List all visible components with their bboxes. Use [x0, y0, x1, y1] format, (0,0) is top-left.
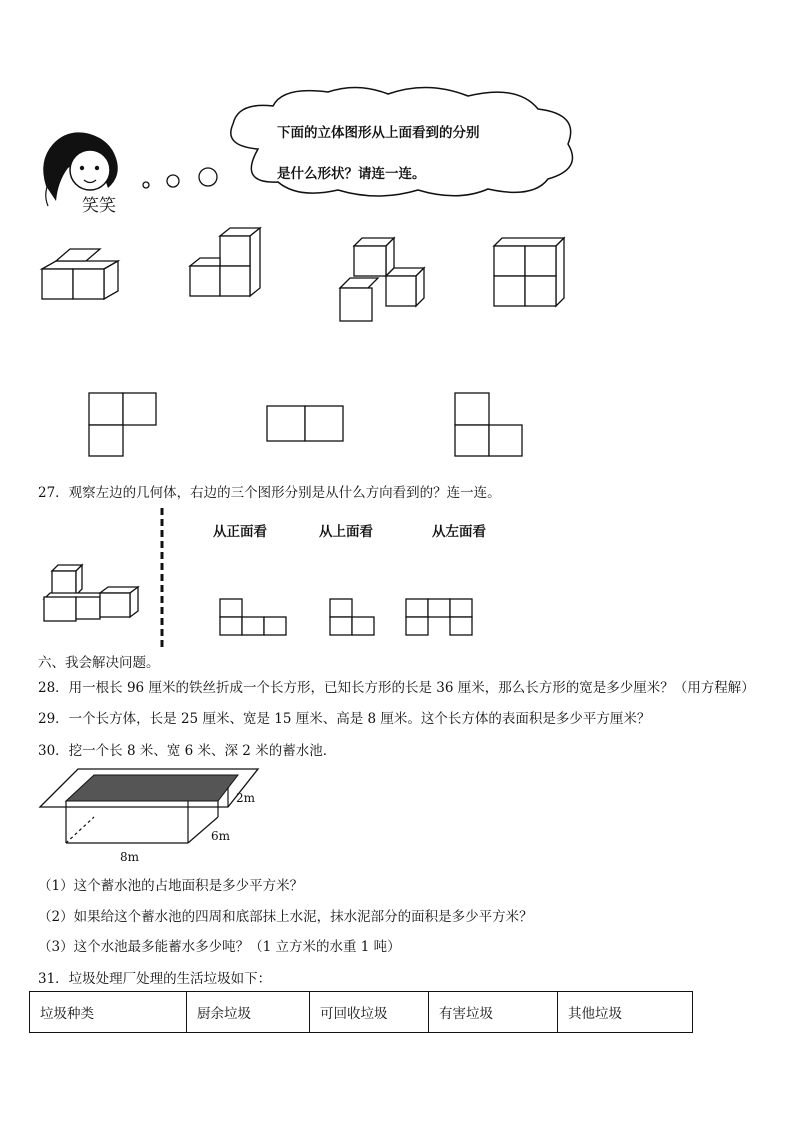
view-answer-3 — [405, 598, 475, 636]
view-answer-1 — [219, 598, 289, 636]
question-30-sub3: （3）这个水池最多能蓄水多少吨？（1 立方米的水重 1 吨） — [38, 939, 401, 955]
table-row — [30, 992, 693, 1033]
table-cell: 有害垃圾 — [429, 992, 558, 1033]
pool-diagram — [38, 765, 263, 863]
view-answer-2 — [329, 598, 377, 636]
section-6-title: 六、我会解决问题。 — [38, 655, 160, 671]
table-cell: 厨余垃圾 — [187, 992, 310, 1033]
solid-figure-4 — [492, 236, 568, 308]
solid-figure-3 — [338, 236, 430, 326]
question-30-sub2: （2）如果给这个蓄水池的四周和底部抹上水泥，抹水泥部分的面积是多少平方米？ — [38, 909, 533, 925]
table-cell: 垃圾种类 — [30, 992, 187, 1033]
character-label: 笑笑 — [82, 196, 116, 216]
dashed-divider — [160, 508, 164, 650]
pool-width-label: 6m — [211, 829, 231, 843]
top-view-shape-2 — [266, 405, 346, 443]
thought-bubble-dots — [138, 163, 223, 198]
view-label-left: 从左面看 — [432, 524, 486, 540]
question-31: 31．垃圾处理厂处理的生活垃圾如下： — [38, 971, 272, 987]
pool-height-label: 2m — [236, 791, 256, 805]
view-label-top: 从上面看 — [319, 524, 373, 540]
garbage-table — [29, 991, 693, 1033]
question-29: 29．一个长方体，长是 25 厘米、宽是 15 厘米、高是 8 厘米。这个长方体的表面积是多少平方厘米？ — [38, 711, 651, 727]
question-30-sub1: （1）这个蓄水池的占地面积是多少平方米？ — [38, 878, 304, 894]
pool-length-label: 8m — [120, 850, 140, 864]
question-28: 28．用一根长 96 厘米的铁丝折成一个长方形，已知长方形的长是 36 厘米，那么长方形的宽是多少厘米？（用方程解） — [38, 680, 755, 696]
table-cell: 其他垃圾 — [558, 992, 693, 1033]
q27-solid-figure — [42, 563, 142, 625]
question-27: 27．观察左边的几何体，右边的三个图形分别是从什么方向看到的？连一连。 — [38, 485, 501, 501]
bubble-text-line2: 是什么形状？请连一连。 — [277, 166, 426, 182]
question-30: 30．挖一个长 8 米、宽 6 米、深 2 米的蓄水池． — [38, 743, 337, 759]
table-cell: 可回收垃圾 — [310, 992, 429, 1033]
solid-figure-1 — [42, 245, 124, 303]
top-view-shape-1 — [88, 392, 158, 458]
top-view-shape-3 — [454, 392, 526, 458]
view-label-front: 从正面看 — [213, 524, 267, 540]
solid-figure-2 — [188, 226, 266, 302]
bubble-text-line1: 下面的立体图形从上面看到的分别 — [277, 125, 480, 141]
